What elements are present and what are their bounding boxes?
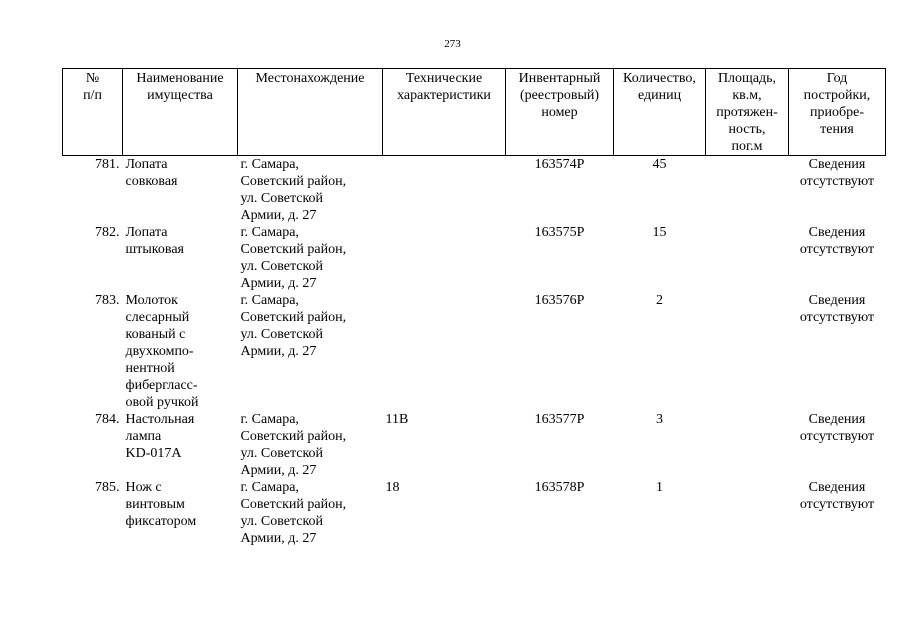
row-name: Лопата штыковая [125,225,184,257]
row-name: Лопата совковая [125,157,178,189]
table-row [63,411,886,479]
row-tech: 11В [385,412,409,427]
row-year: Сведения отсутствуют [799,293,875,325]
header-year: Год постройки, приобре- тения [789,69,886,156]
row-location: г. Самара, Советский район, ул. Советской Армии, д. 27 [240,293,347,359]
row-location: г. Самара, Советский район, ул. Советской Армии, д. 27 [240,157,347,223]
header-num: № п/п [63,69,123,156]
header-area: Площадь, кв.м, протяжен- ность, пог.м [706,69,789,156]
row-location: г. Самара, Советский район, ул. Советской Армии, д. 27 [240,412,347,478]
row-name: Настольная лампа KD-017А [125,412,195,461]
row-quantity: 3 [656,412,663,427]
header-inventory: Инвентарный (реестровый) номер [506,69,614,156]
row-area [706,479,789,547]
row-num: 781. [95,157,120,172]
row-num: 784. [95,412,120,427]
row-num: 785. [95,480,120,495]
row-quantity: 1 [656,480,663,495]
row-inventory: 163576Р [534,293,585,308]
row-inventory: 163577Р [534,412,585,427]
table-row [63,479,886,547]
page-number: 273 [444,38,461,50]
row-area [706,156,789,224]
row-quantity: 2 [656,293,663,308]
row-quantity: 15 [652,225,667,240]
row-tech [383,224,506,292]
row-area [706,411,789,479]
row-name: Молоток слесарный кованый с двухкомпо- нентной фибергласс- овой ручкой [125,293,199,410]
row-inventory: 163574Р [534,157,585,172]
row-num: 783. [95,293,120,308]
row-year: Сведения отсутствуют [799,480,875,512]
row-tech: 18 [385,480,400,495]
header-quantity: Количество, единиц [614,69,706,156]
row-name: Нож с винтовым фиксатором [125,480,197,529]
row-area [706,292,789,411]
header-tech: Технические характеристики [383,69,506,156]
row-year: Сведения отсутствуют [799,157,875,189]
row-num: 782. [95,225,120,240]
table-row [63,292,886,411]
row-inventory: 163575Р [534,225,585,240]
row-year: Сведения отсутствуют [799,412,875,444]
row-year: Сведения отсутствуют [799,225,875,257]
row-location: г. Самара, Советский район, ул. Советской Армии, д. 27 [240,225,347,291]
table-row [63,224,886,292]
row-area [706,224,789,292]
row-tech [383,292,506,411]
row-tech [383,156,506,224]
row-inventory: 163578Р [534,480,585,495]
row-location: г. Самара, Советский район, ул. Советской Армии, д. 27 [240,480,347,546]
property-table [62,68,886,547]
row-quantity: 45 [652,157,667,172]
table-header-row [63,69,886,156]
table-row [63,156,886,224]
header-name: Наименование имущества [123,69,238,156]
header-location: Местонахождение [238,69,383,156]
